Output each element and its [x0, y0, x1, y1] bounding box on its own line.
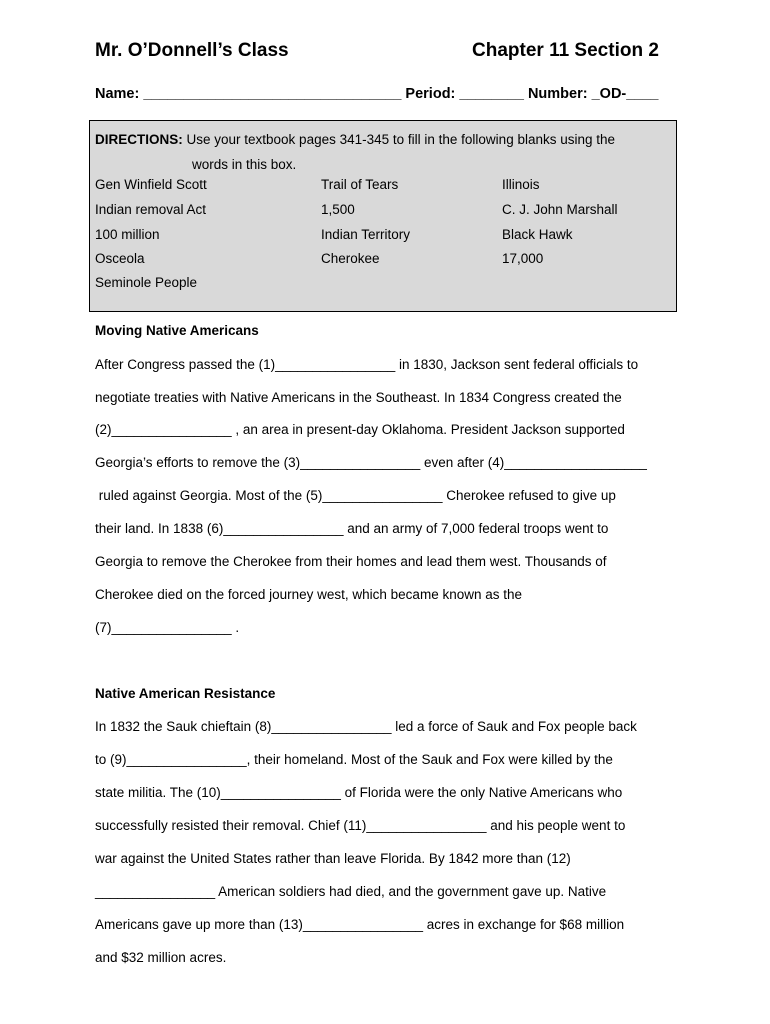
- paragraph-line: In 1832 the Sauk chieftain (8)________________ led a force of Sauk and Fox people back: [95, 719, 637, 734]
- directions-box: [89, 120, 677, 312]
- word-bank-item: Indian removal Act: [95, 202, 207, 217]
- paragraph-line: Georgia’s efforts to remove the (3)________________ even after (4)___________________: [95, 455, 647, 470]
- word-bank-item: Cherokee: [321, 251, 380, 266]
- word-bank-item: Indian Territory: [321, 227, 411, 242]
- word-bank-item: Illinois: [502, 177, 540, 192]
- directions-instruction: Use your textbook pages 341-345 to fill in the following blanks using the: [182, 132, 616, 147]
- paragraph-line: (2)________________ , an area in present-day Oklahoma. President Jackson supported: [95, 422, 625, 437]
- paragraph-line: After Congress passed the (1)________________ in 1830, Jackson sent federal officials to: [95, 357, 639, 372]
- section-heading-moving: Moving Native Americans: [95, 323, 259, 338]
- paragraph-line: ________________ American soldiers had died, and the government gave up. Native: [95, 884, 607, 899]
- paragraph-line: negotiate treaties with Native Americans in the Southeast. In 1834 Congress created the: [95, 390, 622, 405]
- word-bank-item: Osceola: [95, 251, 145, 266]
- directions-line-2: words in this box.: [192, 157, 297, 172]
- paragraph-line: and $32 million acres.: [95, 950, 227, 965]
- word-bank-item: C. J. John Marshall: [502, 202, 618, 217]
- paragraph-line: state militia. The (10)________________ of Florida were the only Native Americans who: [95, 785, 623, 800]
- paragraph-line: war against the United States rather than leave Florida. By 1842 more than (12): [95, 851, 571, 866]
- paragraph-line: ruled against Georgia. Most of the (5)________________ Cherokee refused to give up: [95, 488, 616, 503]
- word-bank-item: 1,500: [321, 202, 355, 217]
- chapter-title: Chapter 11 Section 2: [472, 40, 659, 61]
- word-bank-item: Trail of Tears: [321, 177, 399, 192]
- paragraph-line: (7)________________ .: [95, 620, 240, 635]
- paragraph-line: Cherokee died on the forced journey west, which became known as the: [95, 587, 522, 602]
- paragraph-line: to (9)________________, their homeland. Most of the Sauk and Fox were killed by the: [95, 752, 613, 767]
- paragraph-line: their land. In 1838 (6)________________ and an army of 7,000 federal troops went to: [95, 521, 609, 536]
- paragraph-line: successfully resisted their removal. Chief (11)________________ and his people went to: [95, 818, 626, 833]
- paragraph-line: Americans gave up more than (13)________________ acres in exchange for $68 million: [95, 917, 625, 932]
- directions-line-1: [95, 127, 673, 152]
- directions-label: DIRECTIONS:: [95, 132, 183, 147]
- word-bank-item: Seminole People: [95, 275, 198, 290]
- student-info-line: Name: ________________________________ Period: ________ Number: _OD-____: [95, 86, 659, 102]
- word-bank-item: Black Hawk: [502, 227, 573, 242]
- paragraph-line: Georgia to remove the Cherokee from their homes and lead them west. Thousands of: [95, 554, 607, 569]
- directions-text: [95, 127, 673, 177]
- word-bank-item: Gen Winfield Scott: [95, 177, 207, 192]
- class-title: Mr. O’Donnell’s Class: [95, 40, 289, 61]
- word-bank-item: 17,000: [502, 251, 544, 266]
- word-bank-item: 100 million: [95, 227, 160, 242]
- section-heading-resistance: Native American Resistance: [95, 686, 276, 701]
